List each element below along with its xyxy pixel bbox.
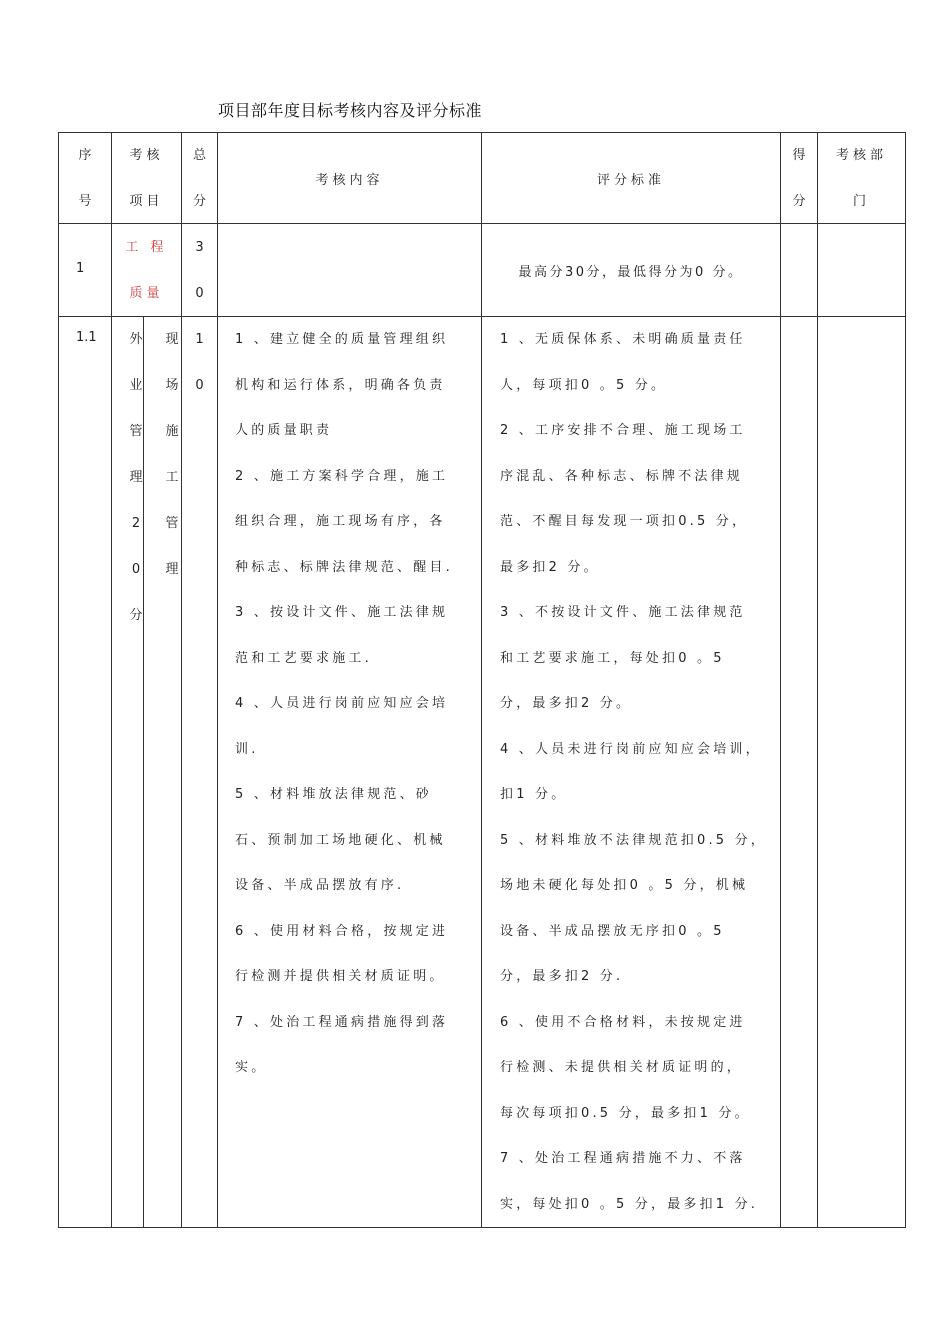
- row1-standard: 最高分30分，最低得分为0 分。: [518, 265, 744, 280]
- header-total: [182, 146, 217, 238]
- header-total-line: 分: [192, 194, 206, 209]
- row2-item-subcategory: [160, 330, 184, 606]
- header-seq-line: 号: [78, 194, 92, 209]
- standard-line: 分，最多扣2 分.: [500, 969, 624, 984]
- content-line: 人的质量职责: [235, 423, 333, 438]
- row2-item-category-char: 管: [129, 424, 143, 439]
- header-seq-line: 序: [78, 148, 92, 163]
- content-line: 7 、处治工程通病措施得到落: [235, 1014, 449, 1030]
- content-line: 实。: [235, 1060, 268, 1075]
- header-score: [781, 146, 817, 238]
- content-line: 6 、使用材料合格，按规定进: [235, 923, 449, 939]
- col-border: [817, 132, 818, 1228]
- content-line: 训.: [235, 741, 259, 757]
- row1-total-line: 3: [195, 240, 204, 255]
- row2-item-category-char: 外: [129, 332, 143, 347]
- header-dept-line: 考核部: [835, 148, 887, 163]
- standard-line: 范、不醒目每发现一项扣0.5 分，: [500, 514, 749, 529]
- row1-seq: 1: [76, 261, 85, 276]
- header-dept-line: 门: [852, 194, 870, 209]
- content-line: 机构和运行体系，明确各负责: [235, 377, 446, 393]
- row2-standard: [500, 330, 775, 1240]
- content-line: 组织合理，施工现场有序，各: [235, 514, 446, 529]
- standard-line: 扣1 分。: [500, 787, 568, 802]
- row2-item-category-char: 2: [131, 516, 141, 531]
- row2-total: [182, 330, 217, 422]
- content-line: 4 、人员进行岗前应知应会培: [235, 696, 449, 711]
- content-line: 5 、材料堆放法律规范、砂: [235, 787, 433, 802]
- content-line: 2 、施工方案科学合理，施工: [235, 468, 449, 484]
- col-border: [780, 132, 781, 1228]
- standard-line: 行检测、未提供相关材质证明的，: [500, 1060, 744, 1075]
- content-line: 3 、按设计文件、施工法律规: [235, 605, 449, 620]
- row2-item-category-char: 0: [131, 562, 141, 577]
- standard-line: 3 、不按设计文件、施工法律规范: [500, 605, 746, 620]
- content-line: 种标志、标牌法律规范、醒目.: [235, 559, 453, 575]
- row2-content: [235, 330, 475, 1104]
- row2-item-subcategory-char: 理: [165, 562, 179, 577]
- header-dept: [818, 146, 905, 238]
- content-line: 行检测并提供相关材质证明。: [235, 969, 446, 984]
- header-standard: 评分标准: [596, 173, 665, 188]
- col-border: [58, 132, 59, 1228]
- row2-item-category: [124, 330, 148, 652]
- standard-line: 4 、人员未进行岗前应知应会培训，: [500, 741, 762, 757]
- content-line: 范和工艺要求施工.: [235, 650, 372, 666]
- header-total-line: 总: [192, 148, 206, 163]
- standard-line: 1 、无质保体系、未明确质量责任: [500, 332, 746, 347]
- row2-seq: 1.1: [76, 330, 97, 345]
- header-item-line: 项目: [129, 194, 164, 209]
- row-border: [58, 132, 906, 133]
- row2-item-category-char: 业: [129, 378, 143, 393]
- col-border: [217, 132, 218, 1228]
- row2-item-subcategory-char: 施: [165, 424, 179, 439]
- row-border: [58, 1227, 906, 1228]
- col-border: [905, 132, 906, 1228]
- header-content: 考核内容: [315, 173, 384, 188]
- standard-line: 和工艺要求施工，每处扣0 。5: [500, 650, 725, 666]
- header-score-line: 得: [792, 148, 806, 163]
- standard-line: 设备、半成品摆放无序扣0 。5: [500, 923, 725, 939]
- standard-line: 最多扣2 分。: [500, 559, 600, 575]
- standard-line: 人，每项扣0 。5 分。: [500, 377, 668, 393]
- header-item: [112, 146, 181, 238]
- col-border: [481, 132, 482, 1228]
- row1-total-line: 0: [195, 286, 204, 301]
- row2-item-subcategory-char: 工: [165, 470, 179, 485]
- row1-item-line: 工 程: [125, 240, 168, 255]
- standard-line: 实，每处扣0 。5 分，最多扣1 分.: [500, 1196, 759, 1212]
- row2-item-category-char: 分: [129, 608, 143, 623]
- header-seq: [59, 146, 111, 238]
- header-item-line: 考核: [129, 148, 164, 163]
- content-line: 设备、半成品摆放有序.: [235, 878, 405, 893]
- row2-total-line: 1: [195, 332, 204, 347]
- standard-line: 7 、处治工程通病措施不力、不落: [500, 1151, 746, 1166]
- standard-line: 分，最多扣2 分。: [500, 696, 633, 711]
- row2-total-line: 0: [195, 378, 204, 393]
- row2-item-category-char: 理: [129, 470, 143, 485]
- row2-item-subcategory-char: 管: [165, 516, 179, 531]
- row2-item-subcategory-char: 现: [165, 332, 179, 347]
- content-line: 1 、建立健全的质量管理组织: [235, 332, 449, 347]
- document-title: 项目部年度目标考核内容及评分标准: [218, 101, 483, 120]
- row2-item-subcategory-char: 场: [165, 378, 179, 393]
- standard-line: 6 、使用不合格材料，未按规定进: [500, 1014, 746, 1030]
- standard-line: 5 、材料堆放不法律规范扣0.5 分，: [500, 832, 768, 848]
- row1-item: [112, 238, 181, 330]
- standard-line: 场地未硬化每处扣0 。5 分，机械: [500, 878, 749, 893]
- standard-line: 2 、工序安排不合理、施工现场工: [500, 423, 746, 438]
- row1-total: [182, 238, 217, 330]
- standard-line: 每次每项扣0.5 分，最多扣1 分。: [500, 1105, 751, 1121]
- row1-item-line: 质量: [129, 286, 164, 301]
- standard-line: 序混乱、各种标志、标牌不法律规: [500, 468, 744, 484]
- content-line: 石、预制加工场地硬化、机械: [235, 832, 446, 848]
- header-score-line: 分: [792, 194, 806, 209]
